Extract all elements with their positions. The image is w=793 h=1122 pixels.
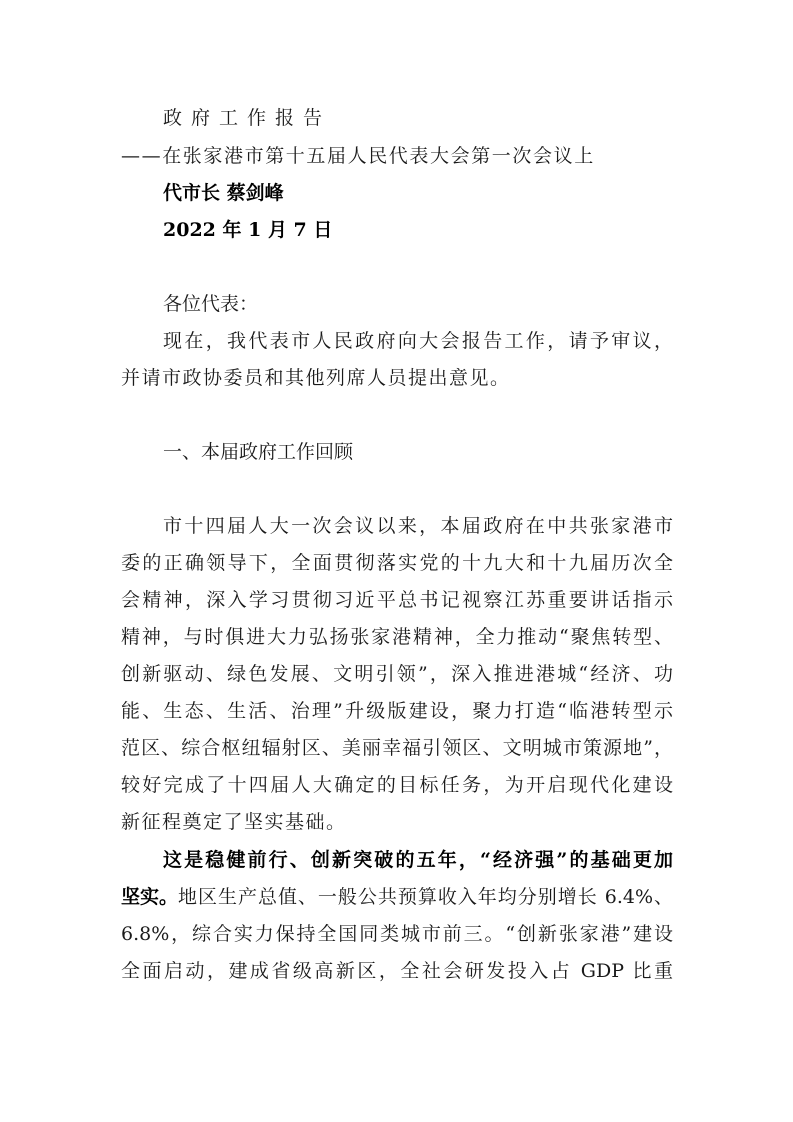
intro-line-2: 并请市政协委员和其他列席人员提出意见。 [121, 367, 511, 389]
date-line: 2022 年 1 月 7 日 [163, 219, 333, 241]
document-title: 政府工作报告 [163, 107, 332, 129]
para1-line-7: 范区、综合枢纽辐射区、美丽幸福引领区、文明城市策源地”， [121, 737, 673, 759]
para2-line-2 [121, 882, 673, 912]
para2-line-4: 全面启动，建成省级高新区，全社会研发投入占 GDP 比重 [121, 960, 673, 982]
para1-line-5: 创新驱动、绿色发展、文明引领”，深入推进港城“经济、功 [121, 663, 673, 685]
para1-line-1: 市十四届人大一次会议以来，本届政府在中共张家港市 [163, 515, 673, 537]
intro-line-1: 现在，我代表市人民政府向大会报告工作，请予审议， [163, 330, 673, 352]
para1-line-6: 能、生态、生活、治理”升级版建设，聚力打造“临港转型示 [121, 700, 673, 722]
para2-line-3: 6.8%，综合实力保持全国同类城市前三。“创新张家港”建设 [121, 923, 673, 945]
para2-bold-lead: 坚实。 [121, 886, 179, 908]
para1-line-4: 精神，与时俱进大力弘扬张家港精神，全力推动“聚焦转型、 [121, 626, 673, 648]
salutation: 各位代表： [163, 293, 259, 315]
para1-line-9: 新征程奠定了坚实基础。 [121, 811, 347, 833]
para2-bold-line-1: 这是稳健前行、创新突破的五年，“经济强”的基础更加 [163, 849, 673, 871]
section-heading: 一、本届政府工作回顾 [163, 441, 354, 463]
document-subtitle: ——在张家港市第十五届人民代表大会第一次会议上 [121, 145, 595, 167]
para1-line-3: 会精神，深入学习贯彻习近平总书记视察江苏重要讲话指示 [121, 589, 673, 611]
para1-line-2: 委的正确领导下，全面贯彻落实党的十九大和十九届历次全 [121, 552, 673, 574]
para2-line-2-rest: 地区生产总值、一般公共预算收入年均分别增长 6.4%、 [178, 886, 673, 908]
speaker-line: 代市长 蔡剑峰 [163, 182, 284, 204]
para1-line-8: 较好完成了十四届人大确定的目标任务，为开启现代化建设 [121, 774, 673, 796]
